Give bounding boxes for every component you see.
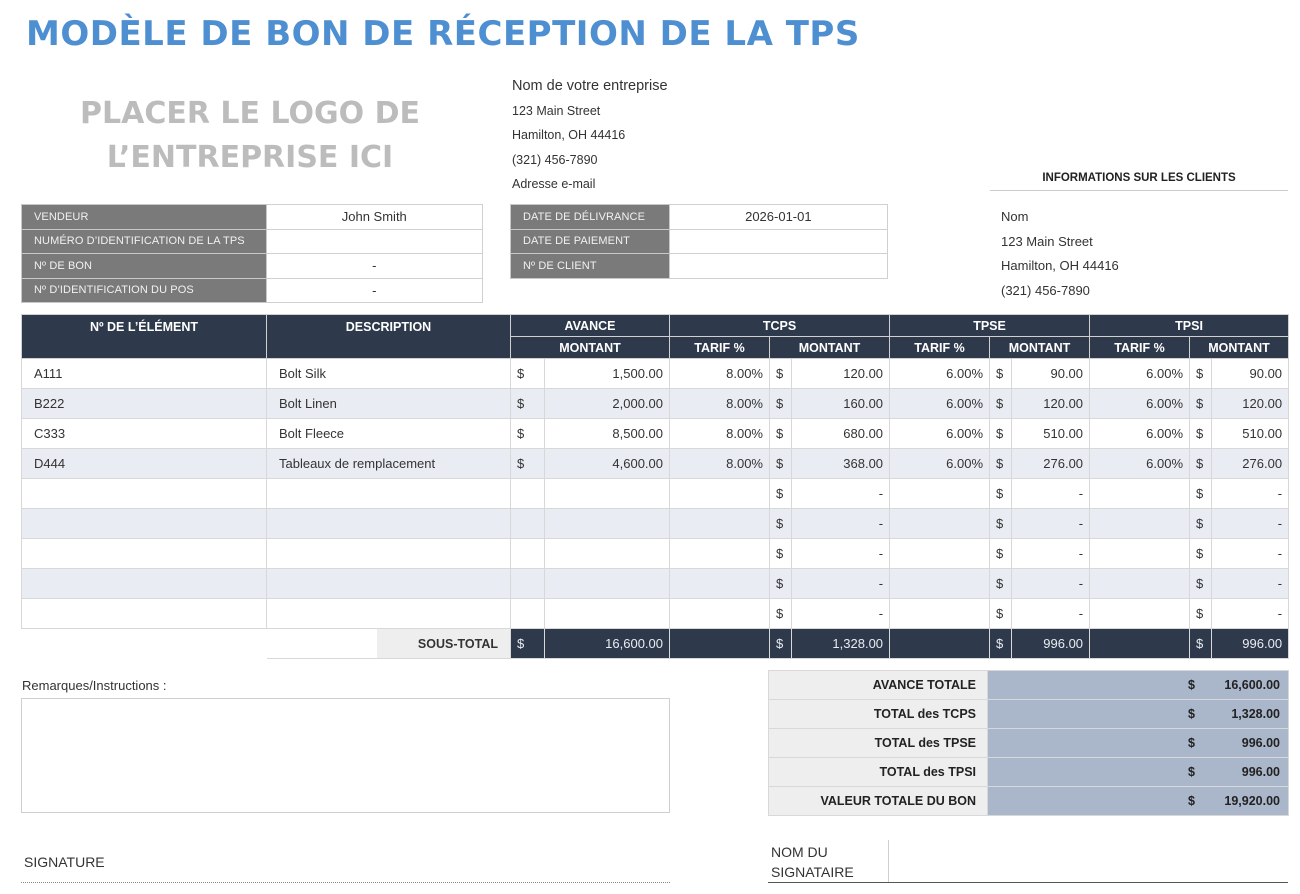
- item-number-cell[interactable]: [22, 539, 267, 569]
- info-label: Nº D’IDENTIFICATION DU POS: [22, 278, 267, 303]
- subtotal-advance: 16,600.00: [545, 629, 670, 659]
- blank-cell: [1090, 629, 1190, 659]
- subtotal-currency: $: [1190, 629, 1212, 659]
- col-header-amount: MONTANT: [990, 337, 1090, 359]
- subtotal-currency: $: [511, 629, 545, 659]
- currency-cell: $: [1190, 389, 1212, 419]
- signatory-label-line-1: NOM DU: [771, 844, 828, 860]
- table-row: [22, 479, 1289, 509]
- currency-cell: $: [990, 509, 1012, 539]
- tpsi-amount-cell: 276.00: [1212, 449, 1289, 479]
- currency-cell: $: [990, 419, 1012, 449]
- item-number-cell[interactable]: D444: [22, 449, 267, 479]
- tpse-amount-cell: -: [1012, 599, 1090, 629]
- table-row: [22, 359, 1289, 389]
- currency-cell: $: [511, 389, 545, 419]
- tpsi-amount-cell: -: [1212, 479, 1289, 509]
- tcps-rate-cell[interactable]: [670, 509, 770, 539]
- tcps-amount-cell: 160.00: [792, 389, 890, 419]
- advance-amount-cell[interactable]: [545, 479, 670, 509]
- subtotal-currency: $: [990, 629, 1012, 659]
- item-number-cell[interactable]: [22, 569, 267, 599]
- tpsi-amount-cell: 120.00: [1212, 389, 1289, 419]
- tcps-amount-cell: -: [792, 509, 890, 539]
- info-label: DATE DE DÉLIVRANCE: [511, 205, 670, 230]
- item-number-cell[interactable]: [22, 599, 267, 629]
- tpsi-rate-cell[interactable]: 6.00%: [1090, 449, 1190, 479]
- totals-row: [769, 729, 1289, 758]
- tpsi-amount-cell: -: [1212, 509, 1289, 539]
- client-name[interactable]: Nom: [1001, 209, 1029, 224]
- description-cell[interactable]: Bolt Fleece: [267, 419, 511, 449]
- info-value[interactable]: 2026-01-01: [669, 205, 887, 230]
- info-row: [22, 278, 483, 303]
- total-value: 996.00: [1241, 765, 1280, 779]
- tpsi-rate-cell[interactable]: [1090, 569, 1190, 599]
- logo-line-2: L’ENTREPRISE ICI: [106, 140, 394, 175]
- tcps-rate-cell[interactable]: [670, 569, 770, 599]
- currency-cell: $: [990, 479, 1012, 509]
- description-cell[interactable]: [267, 509, 511, 539]
- tpsi-amount-cell: -: [1212, 539, 1289, 569]
- advance-amount-cell[interactable]: [545, 569, 670, 599]
- tpsi-rate-cell[interactable]: 6.00%: [1090, 419, 1190, 449]
- table-row: [22, 449, 1289, 479]
- info-row: [22, 205, 483, 230]
- remarks-field[interactable]: [21, 698, 670, 813]
- currency-cell: $: [770, 569, 792, 599]
- info-row: [22, 254, 483, 279]
- tcps-amount-cell: -: [792, 479, 890, 509]
- tpsi-amount-cell: 510.00: [1212, 419, 1289, 449]
- tpse-rate-cell[interactable]: 6.00%: [890, 419, 990, 449]
- vendor-info-table: [21, 204, 483, 303]
- info-row: [511, 254, 888, 279]
- description-cell[interactable]: Bolt Silk: [267, 359, 511, 389]
- total-value: 1,328.00: [1231, 707, 1280, 721]
- col-header-rate: TARIF %: [670, 337, 770, 359]
- tpse-rate-cell[interactable]: 6.00%: [890, 389, 990, 419]
- currency-cell: [511, 479, 545, 509]
- total-currency: $: [1188, 765, 1195, 779]
- info-label: DATE DE PAIEMENT: [511, 229, 670, 254]
- col-header-amount: MONTANT: [770, 337, 890, 359]
- info-value[interactable]: [669, 254, 887, 279]
- currency-cell: [511, 599, 545, 629]
- advance-amount-cell[interactable]: [545, 599, 670, 629]
- subtotal-tpse: 996.00: [1012, 629, 1090, 659]
- tpsi-rate-cell[interactable]: [1090, 479, 1190, 509]
- tcps-amount-cell: 680.00: [792, 419, 890, 449]
- tcps-amount-cell: 120.00: [792, 359, 890, 389]
- tcps-amount-cell: -: [792, 569, 890, 599]
- item-number-cell[interactable]: C333: [22, 419, 267, 449]
- tpsi-rate-cell[interactable]: [1090, 509, 1190, 539]
- company-name[interactable]: Nom de votre entreprise: [512, 78, 668, 94]
- tpsi-rate-cell[interactable]: [1090, 599, 1190, 629]
- info-row: [511, 229, 888, 254]
- currency-cell: $: [990, 569, 1012, 599]
- col-header-tpsi: TPSI: [1090, 315, 1289, 337]
- company-city[interactable]: Hamilton, OH 44416: [512, 128, 626, 142]
- total-value-cell: [988, 787, 1289, 816]
- item-number-cell[interactable]: [22, 509, 267, 539]
- client-info: [1001, 205, 1119, 304]
- subtotal-tcps: 1,328.00: [792, 629, 890, 659]
- col-header-item-no: Nº DE L’ÉLÉMENT: [22, 315, 267, 359]
- tpse-rate-cell[interactable]: 6.00%: [890, 359, 990, 389]
- total-label: TOTAL des TPSI: [769, 758, 988, 787]
- tpse-amount-cell: 276.00: [1012, 449, 1090, 479]
- tcps-rate-cell[interactable]: 8.00%: [670, 389, 770, 419]
- description-cell[interactable]: [267, 479, 511, 509]
- blank-cell: [22, 629, 267, 659]
- table-row: [22, 599, 1289, 629]
- info-label: NUMÉRO D’IDENTIFICATION DE LA TPS: [22, 229, 267, 254]
- tpse-amount-cell: 120.00: [1012, 389, 1090, 419]
- tpse-rate-cell[interactable]: [890, 569, 990, 599]
- col-header-advance: AVANCE: [511, 315, 670, 337]
- total-currency: $: [1188, 736, 1195, 750]
- tpsi-rate-cell[interactable]: [1090, 539, 1190, 569]
- advance-amount-cell[interactable]: 8,500.00: [545, 419, 670, 449]
- blank-cell: [890, 629, 990, 659]
- total-value: 16,600.00: [1224, 678, 1280, 692]
- currency-cell: $: [1190, 539, 1212, 569]
- currency-cell: $: [990, 359, 1012, 389]
- currency-cell: $: [511, 449, 545, 479]
- totals-row: [769, 758, 1289, 787]
- currency-cell: $: [770, 419, 792, 449]
- client-street[interactable]: 123 Main Street: [1001, 233, 1093, 249]
- totals-row: [769, 700, 1289, 729]
- subtotal-currency: $: [770, 629, 792, 659]
- divider: [888, 840, 889, 882]
- info-value[interactable]: [669, 229, 887, 254]
- currency-cell: $: [990, 539, 1012, 569]
- col-header-advance-amount: MONTANT: [511, 337, 670, 359]
- subtotal-label: SOUS-TOTAL: [267, 629, 511, 659]
- total-label: TOTAL des TPSE: [769, 729, 988, 758]
- col-header-tpse: TPSE: [890, 315, 1090, 337]
- table-row: [22, 539, 1289, 569]
- currency-cell: $: [770, 359, 792, 389]
- advance-amount-cell[interactable]: [545, 509, 670, 539]
- tpsi-rate-cell[interactable]: 6.00%: [1090, 389, 1190, 419]
- tpse-amount-cell: -: [1012, 509, 1090, 539]
- tpse-rate-cell[interactable]: [890, 599, 990, 629]
- info-value[interactable]: -: [266, 254, 482, 279]
- info-row: [22, 229, 483, 254]
- company-info: [512, 74, 668, 197]
- col-header-description: DESCRIPTION: [267, 315, 511, 359]
- table-row: [22, 419, 1289, 449]
- currency-cell: $: [770, 509, 792, 539]
- currency-cell: $: [1190, 509, 1212, 539]
- currency-cell: $: [1190, 449, 1212, 479]
- tpsi-amount-cell: -: [1212, 569, 1289, 599]
- company-phone[interactable]: (321) 456-7890: [512, 152, 598, 167]
- advance-amount-cell[interactable]: 1,500.00: [545, 359, 670, 389]
- logo-placeholder: [60, 92, 440, 180]
- tpse-amount-cell: -: [1012, 479, 1090, 509]
- currency-cell: $: [1190, 419, 1212, 449]
- info-value[interactable]: -: [266, 278, 482, 303]
- description-cell[interactable]: Bolt Linen: [267, 389, 511, 419]
- currency-cell: $: [770, 389, 792, 419]
- tpse-amount-cell: -: [1012, 539, 1090, 569]
- tpsi-amount-cell: -: [1212, 599, 1289, 629]
- blank-cell: [670, 629, 770, 659]
- advance-amount-cell[interactable]: 4,600.00: [545, 449, 670, 479]
- tcps-rate-cell[interactable]: 8.00%: [670, 449, 770, 479]
- currency-cell: $: [1190, 569, 1212, 599]
- table-row: [22, 389, 1289, 419]
- totals-row: [769, 787, 1289, 816]
- total-value: 19,920.00: [1224, 794, 1280, 808]
- tcps-rate-cell[interactable]: 8.00%: [670, 419, 770, 449]
- info-value[interactable]: John Smith: [266, 205, 482, 230]
- currency-cell: [511, 539, 545, 569]
- tpse-rate-cell[interactable]: [890, 479, 990, 509]
- currency-cell: $: [1190, 479, 1212, 509]
- client-phone[interactable]: (321) 456-7890: [1001, 283, 1090, 299]
- col-header-tcps: TCPS: [670, 315, 890, 337]
- page-title: MODÈLE DE BON DE RÉCEPTION DE LA TPS: [26, 14, 860, 54]
- advance-amount-cell[interactable]: 2,000.00: [545, 389, 670, 419]
- tcps-amount-cell: -: [792, 599, 890, 629]
- currency-cell: $: [511, 359, 545, 389]
- total-value-cell: [988, 729, 1289, 758]
- tcps-rate-cell[interactable]: [670, 599, 770, 629]
- tpse-amount-cell: 90.00: [1012, 359, 1090, 389]
- col-header-rate: TARIF %: [1090, 337, 1190, 359]
- total-label: VALEUR TOTALE DU BON: [769, 787, 988, 816]
- tcps-rate-cell[interactable]: [670, 479, 770, 509]
- info-label: VENDEUR: [22, 205, 267, 230]
- description-cell[interactable]: [267, 569, 511, 599]
- company-email[interactable]: Adresse e-mail: [512, 177, 596, 191]
- tcps-rate-cell[interactable]: 8.00%: [670, 359, 770, 389]
- tpse-amount-cell: 510.00: [1012, 419, 1090, 449]
- tcps-rate-cell[interactable]: [670, 539, 770, 569]
- tpse-rate-cell[interactable]: 6.00%: [890, 449, 990, 479]
- tcps-amount-cell: 368.00: [792, 449, 890, 479]
- currency-cell: [511, 569, 545, 599]
- tpsi-amount-cell: 90.00: [1212, 359, 1289, 389]
- total-value-cell: [988, 700, 1289, 729]
- currency-cell: $: [990, 389, 1012, 419]
- totals-row: [769, 671, 1289, 700]
- col-header-amount: MONTANT: [1190, 337, 1289, 359]
- client-info-title: INFORMATIONS SUR LES CLIENTS: [990, 172, 1288, 191]
- signature-field[interactable]: [21, 882, 670, 883]
- currency-cell: $: [511, 419, 545, 449]
- advance-amount-cell[interactable]: [545, 539, 670, 569]
- signatory-label-line-2: SIGNATAIRE: [771, 864, 854, 880]
- table-row: [22, 509, 1289, 539]
- description-cell[interactable]: [267, 539, 511, 569]
- tpsi-rate-cell[interactable]: 6.00%: [1090, 359, 1190, 389]
- info-label: Nº DE CLIENT: [511, 254, 670, 279]
- col-header-rate: TARIF %: [890, 337, 990, 359]
- total-currency: $: [1188, 794, 1195, 808]
- info-value[interactable]: [266, 229, 482, 254]
- company-street[interactable]: 123 Main Street: [512, 103, 601, 118]
- total-value-cell: [988, 758, 1289, 787]
- logo-line-1: PLACER LE LOGO DE: [80, 96, 420, 131]
- tpse-rate-cell[interactable]: [890, 539, 990, 569]
- table-row: [22, 569, 1289, 599]
- total-label: TOTAL des TCPS: [769, 700, 988, 729]
- currency-cell: $: [1190, 359, 1212, 389]
- currency-cell: $: [770, 599, 792, 629]
- total-value: 996.00: [1241, 736, 1280, 750]
- signatory-name-label: [771, 842, 854, 882]
- description-cell[interactable]: Tableaux de remplacement: [267, 449, 511, 479]
- currency-cell: $: [770, 449, 792, 479]
- item-number-cell[interactable]: A111: [22, 359, 267, 389]
- totals-table: [768, 670, 1289, 816]
- currency-cell: [511, 509, 545, 539]
- total-value-cell: [988, 671, 1289, 700]
- tpse-amount-cell: -: [1012, 569, 1090, 599]
- currency-cell: $: [990, 599, 1012, 629]
- subtotal-row: [22, 629, 1289, 659]
- header-row: [22, 315, 1289, 337]
- subtotal-tpsi: 996.00: [1212, 629, 1289, 659]
- tpse-rate-cell[interactable]: [890, 509, 990, 539]
- total-label: AVANCE TOTALE: [769, 671, 988, 700]
- item-number-cell[interactable]: [22, 479, 267, 509]
- total-currency: $: [1188, 707, 1195, 721]
- item-number-cell[interactable]: B222: [22, 389, 267, 419]
- remarks-label: Remarques/Instructions :: [22, 678, 167, 693]
- total-currency: $: [1188, 678, 1195, 692]
- client-city[interactable]: Hamilton, OH 44416: [1001, 258, 1119, 274]
- currency-cell: $: [770, 539, 792, 569]
- description-cell[interactable]: [267, 599, 511, 629]
- tcps-amount-cell: -: [792, 539, 890, 569]
- signatory-name-field[interactable]: [768, 882, 1288, 883]
- dates-info-table: [510, 204, 888, 279]
- signature-label: SIGNATURE: [24, 854, 105, 870]
- info-row: [511, 205, 888, 230]
- currency-cell: $: [1190, 599, 1212, 629]
- items-table: [21, 314, 1289, 659]
- currency-cell: $: [770, 479, 792, 509]
- info-label: Nº DE BON: [22, 254, 267, 279]
- currency-cell: $: [990, 449, 1012, 479]
